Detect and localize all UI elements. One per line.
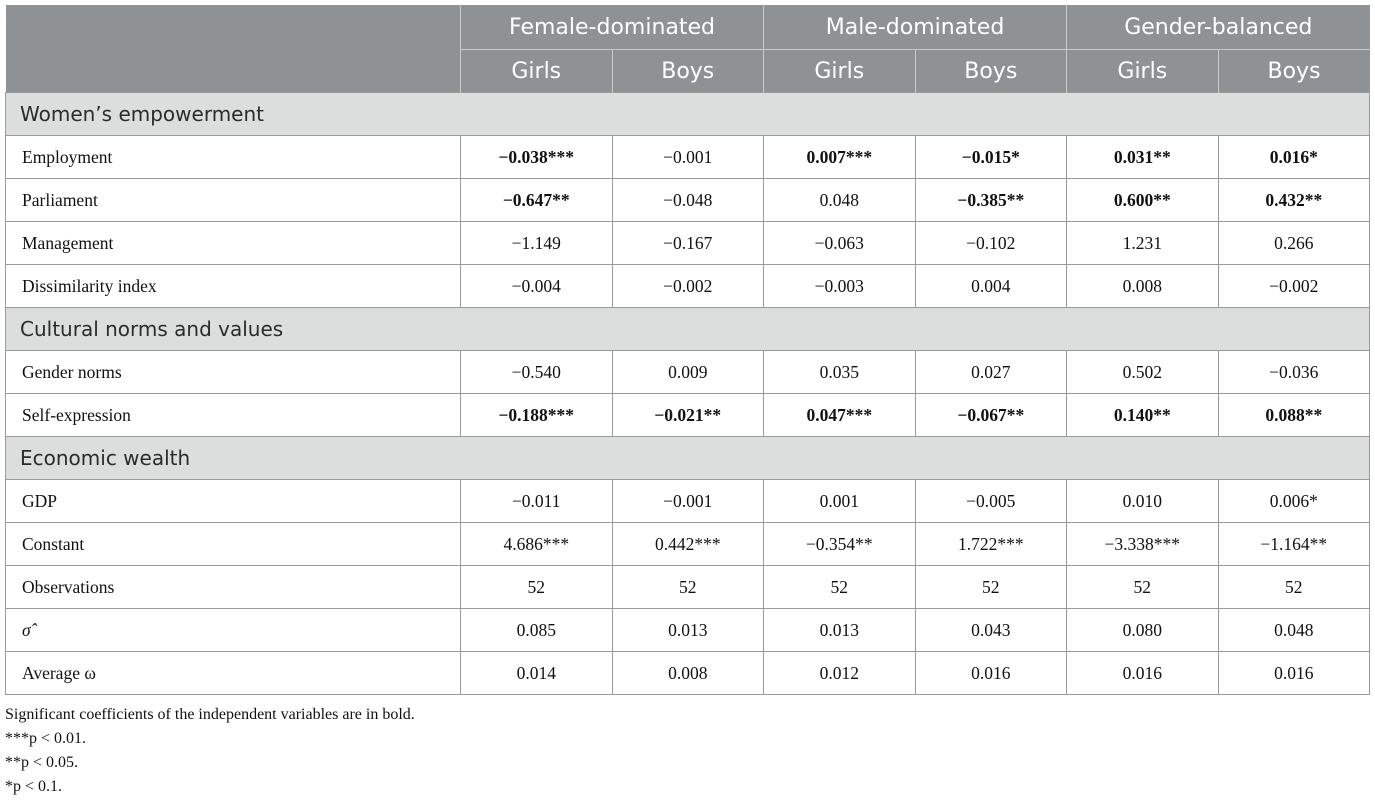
coefficient-cell: −0.038***: [461, 136, 613, 179]
regression-table-container: [5, 5, 1369, 799]
coefficient-cell: 0.013: [764, 609, 916, 652]
header-subcolumn-row: [6, 50, 1370, 93]
coefficient-cell: 0.012: [764, 652, 916, 695]
coefficient-cell: 0.043: [915, 609, 1067, 652]
coefficient-cell: −0.048: [612, 179, 764, 222]
subheader-cell: Boys: [612, 50, 764, 93]
table-row: [6, 566, 1370, 609]
table-row: [6, 523, 1370, 566]
coefficient-cell: −0.354**: [764, 523, 916, 566]
coefficient-cell: 0.006*: [1218, 480, 1370, 523]
regression-table: [5, 5, 1370, 695]
table-row: [6, 351, 1370, 394]
table-row: [6, 480, 1370, 523]
coefficient-cell: 0.016*: [1218, 136, 1370, 179]
row-label: Gender norms: [6, 351, 461, 394]
header-corner-lower: [6, 50, 461, 93]
section-row: [6, 93, 1370, 136]
coefficient-cell: 0.140**: [1067, 394, 1219, 437]
coefficient-cell: −0.003: [764, 265, 916, 308]
row-label: Constant: [6, 523, 461, 566]
row-label: Average ω: [6, 652, 461, 695]
coefficient-cell: −0.167: [612, 222, 764, 265]
coefficient-cell: −0.002: [1218, 265, 1370, 308]
coefficient-cell: −0.001: [612, 480, 764, 523]
coefficient-cell: 52: [1218, 566, 1370, 609]
row-label: Parliament: [6, 179, 461, 222]
coefficient-cell: −0.015*: [915, 136, 1067, 179]
coefficient-cell: 52: [1067, 566, 1219, 609]
coefficient-cell: 0.008: [612, 652, 764, 695]
coefficient-cell: 0.016: [915, 652, 1067, 695]
coefficient-cell: −0.002: [612, 265, 764, 308]
table-footnotes: [5, 703, 1369, 799]
coefficient-cell: −1.149: [461, 222, 613, 265]
row-label: Observations: [6, 566, 461, 609]
coefficient-cell: −3.338***: [1067, 523, 1219, 566]
coefficient-cell: 52: [915, 566, 1067, 609]
coefficient-cell: 0.080: [1067, 609, 1219, 652]
coefficient-cell: 52: [461, 566, 613, 609]
coefficient-cell: 0.047***: [764, 394, 916, 437]
table-row: [6, 265, 1370, 308]
coefficient-cell: −0.011: [461, 480, 613, 523]
coefficient-cell: 0.001: [764, 480, 916, 523]
coefficient-cell: 0.035: [764, 351, 916, 394]
table-row: [6, 136, 1370, 179]
coefficient-cell: 0.600**: [1067, 179, 1219, 222]
coefficient-cell: −0.005: [915, 480, 1067, 523]
coefficient-cell: 4.686***: [461, 523, 613, 566]
coefficient-cell: −0.067**: [915, 394, 1067, 437]
row-label: σ̂: [6, 609, 461, 652]
section-row: [6, 308, 1370, 351]
coefficient-cell: 0.442***: [612, 523, 764, 566]
footnote-p01: *p < 0.1.: [5, 778, 63, 795]
coefficient-cell: 1.722***: [915, 523, 1067, 566]
row-label: Self-expression: [6, 394, 461, 437]
subheader-cell: Girls: [764, 50, 916, 93]
group-header-male-dominated: Male-dominated: [764, 5, 1067, 50]
coefficient-cell: 0.432**: [1218, 179, 1370, 222]
section-row: [6, 437, 1370, 480]
coefficient-cell: 0.016: [1218, 652, 1370, 695]
header-corner: [6, 5, 461, 50]
group-header-female-dominated: Female-dominated: [461, 5, 764, 50]
table-row: [6, 179, 1370, 222]
coefficient-cell: −0.021**: [612, 394, 764, 437]
coefficient-cell: −0.647**: [461, 179, 613, 222]
coefficient-cell: 0.008: [1067, 265, 1219, 308]
coefficient-cell: 0.088**: [1218, 394, 1370, 437]
subheader-cell: Boys: [1218, 50, 1370, 93]
table-body: [6, 93, 1370, 695]
coefficient-cell: 52: [612, 566, 764, 609]
subheader-cell: Girls: [461, 50, 613, 93]
coefficient-cell: −0.102: [915, 222, 1067, 265]
coefficient-cell: −0.385**: [915, 179, 1067, 222]
coefficient-cell: 0.013: [612, 609, 764, 652]
footnote-p005: **p < 0.05.: [5, 754, 79, 771]
coefficient-cell: −0.004: [461, 265, 613, 308]
table-row: [6, 222, 1370, 265]
subheader-cell: Girls: [1067, 50, 1219, 93]
coefficient-cell: 0.007***: [764, 136, 916, 179]
coefficient-cell: 0.031**: [1067, 136, 1219, 179]
row-label: Management: [6, 222, 461, 265]
coefficient-cell: −0.063: [764, 222, 916, 265]
coefficient-cell: 0.502: [1067, 351, 1219, 394]
coefficient-cell: −0.036: [1218, 351, 1370, 394]
coefficient-cell: 52: [764, 566, 916, 609]
table-row: [6, 652, 1370, 695]
coefficient-cell: 1.231: [1067, 222, 1219, 265]
coefficient-cell: −1.164**: [1218, 523, 1370, 566]
coefficient-cell: −0.540: [461, 351, 613, 394]
row-label: Dissimilarity index: [6, 265, 461, 308]
row-label: GDP: [6, 480, 461, 523]
header-group-row: [6, 5, 1370, 50]
footnote-p001: ***p < 0.01.: [5, 730, 87, 747]
coefficient-cell: 0.004: [915, 265, 1067, 308]
coefficient-cell: 0.085: [461, 609, 613, 652]
coefficient-cell: 0.048: [764, 179, 916, 222]
coefficient-cell: −0.001: [612, 136, 764, 179]
coefficient-cell: 0.014: [461, 652, 613, 695]
coefficient-cell: 0.009: [612, 351, 764, 394]
table-row: [6, 394, 1370, 437]
coefficient-cell: −0.188***: [461, 394, 613, 437]
section-title: Women’s empowerment: [6, 93, 1370, 136]
coefficient-cell: 0.266: [1218, 222, 1370, 265]
subheader-cell: Boys: [915, 50, 1067, 93]
footnote-bold-explanation: Significant coefficients of the independent variables are in bold.: [5, 706, 415, 723]
section-title: Economic wealth: [6, 437, 1370, 480]
section-title: Cultural norms and values: [6, 308, 1370, 351]
coefficient-cell: 0.048: [1218, 609, 1370, 652]
coefficient-cell: 0.010: [1067, 480, 1219, 523]
row-label: Employment: [6, 136, 461, 179]
coefficient-cell: 0.016: [1067, 652, 1219, 695]
table-row: [6, 609, 1370, 652]
group-header-gender-balanced: Gender-balanced: [1067, 5, 1370, 50]
coefficient-cell: 0.027: [915, 351, 1067, 394]
